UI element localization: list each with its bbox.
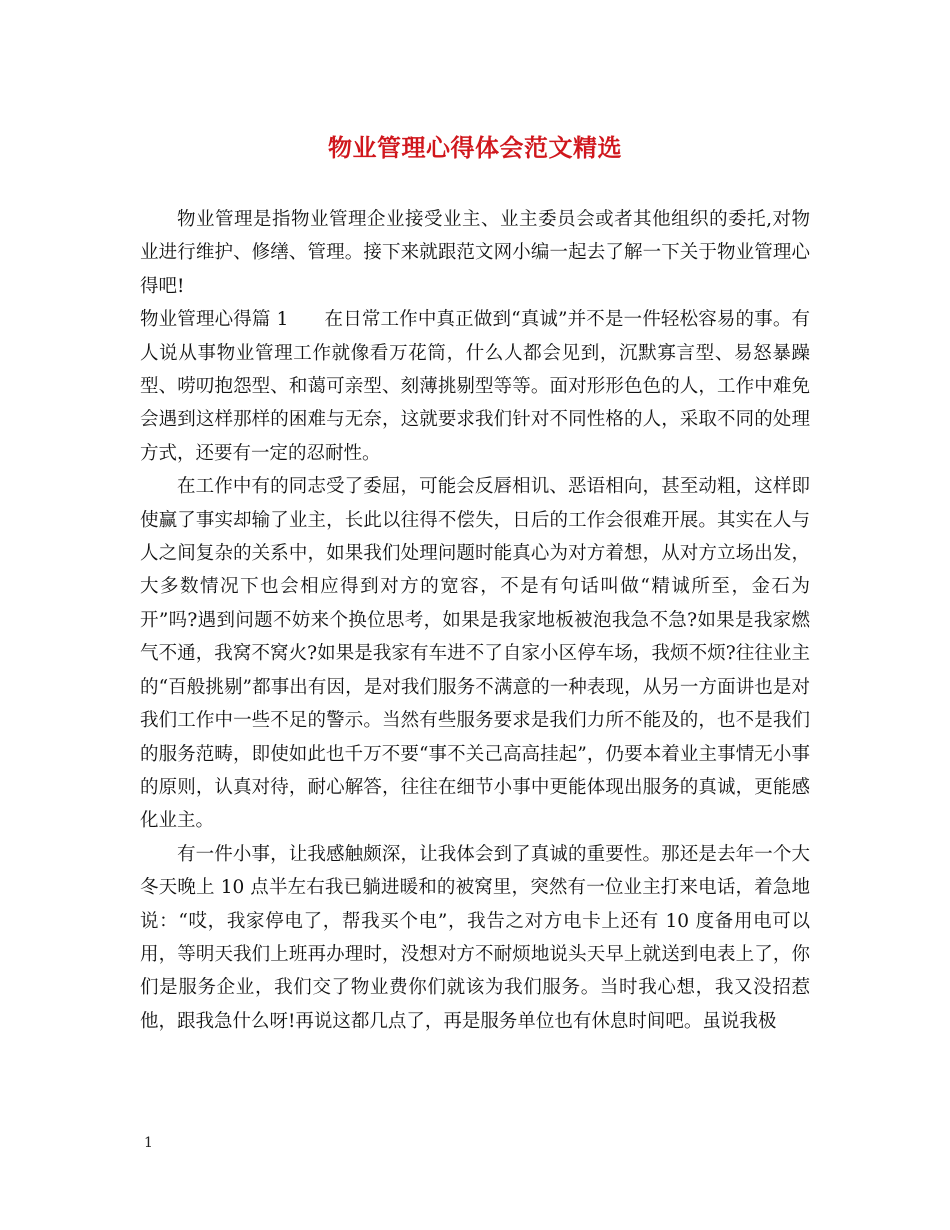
document-title: 物业管理心得体会范文精选 xyxy=(328,133,622,162)
section-1-paragraph xyxy=(140,303,810,470)
section-1-text: 在日常工作中真正做到“真诚”并不是一件轻松容易的事。有人说从事物业管理工作就像看万花筒，什么人都会见到，沉默寡言型、易怒暴躁型、唠叨抱怨型、和蔼可亲型、刻薄挑剔型等等。面对形形色色的人，工作中难免会遇到这样那样的困难与无奈，这就要求我们针对不同性格的人，采取不同的处理方式，还要有一定的忍耐性。 xyxy=(140,309,811,464)
section-label: 物业管理心得篇 1 xyxy=(140,309,289,331)
body-paragraph-3: 有一件小事，让我感触颇深，让我体会到了真诚的重要性。那还是去年一个大冬天晚上 10 点半左右我已躺进暖和的被窝里，突然有一位业主打来电话，着急地说：“哎，我家停电了，帮我买个电”，我告之对方电卡上还有 10 度备用电可以用，等明天我们上班再办理时，没想对方不耐烦地说头天早上就送到电表上了，你们是服务企业，我们交了物业费你们就该为我们服务。当时我心想，我又没招惹他，跟我急什么呀!再说这都几点了，再是服务单位也有休息时间吧。虽说我极 xyxy=(140,843,810,1032)
body-paragraph-2: 在工作中有的同志受了委屈，可能会反唇相讥、恶语相向，甚至动粗，这样即使赢了事实却输了业主，长此以往得不偿失，日后的工作会很难开展。其实在人与人之间复杂的关系中，如果我们处理问题时能真心为对方着想，从对方立场出发，大多数情况下也会相应得到对方的宽容，不是有句话叫做“精诚所至，金石为开”吗?遇到问题不妨来个换位思考，如果是我家地板被泡我急不急?如果是我家燃气不通，我窝不窝火?如果是我家有车进不了自家小区停车场，我烦不烦?往往业主的“百般挑剔”都事出有因，是对我们服务不满意的一种表现，从另一方面讲也是对我们工作中一些不足的警示。当然有些服务要求是我们力所不能及的，也不是我们的服务范畴，即使如此也千万不要“事不关己高高挂起”，仍要本着业主事情无小事的原则，认真对待，耐心解答，往往在细节小事中更能体现出服务的真诚，更能感化业主。 xyxy=(140,476,810,832)
document-body xyxy=(140,203,810,1038)
intro-paragraph: 物业管理是指物业管理企业接受业主、业主委员会或者其他组织的委托,对物业进行维护、修缮、管理。接下来就跟范文网小编一起去了解一下关于物业管理心得吧! xyxy=(140,209,810,297)
page-number: 1 xyxy=(144,1135,153,1151)
